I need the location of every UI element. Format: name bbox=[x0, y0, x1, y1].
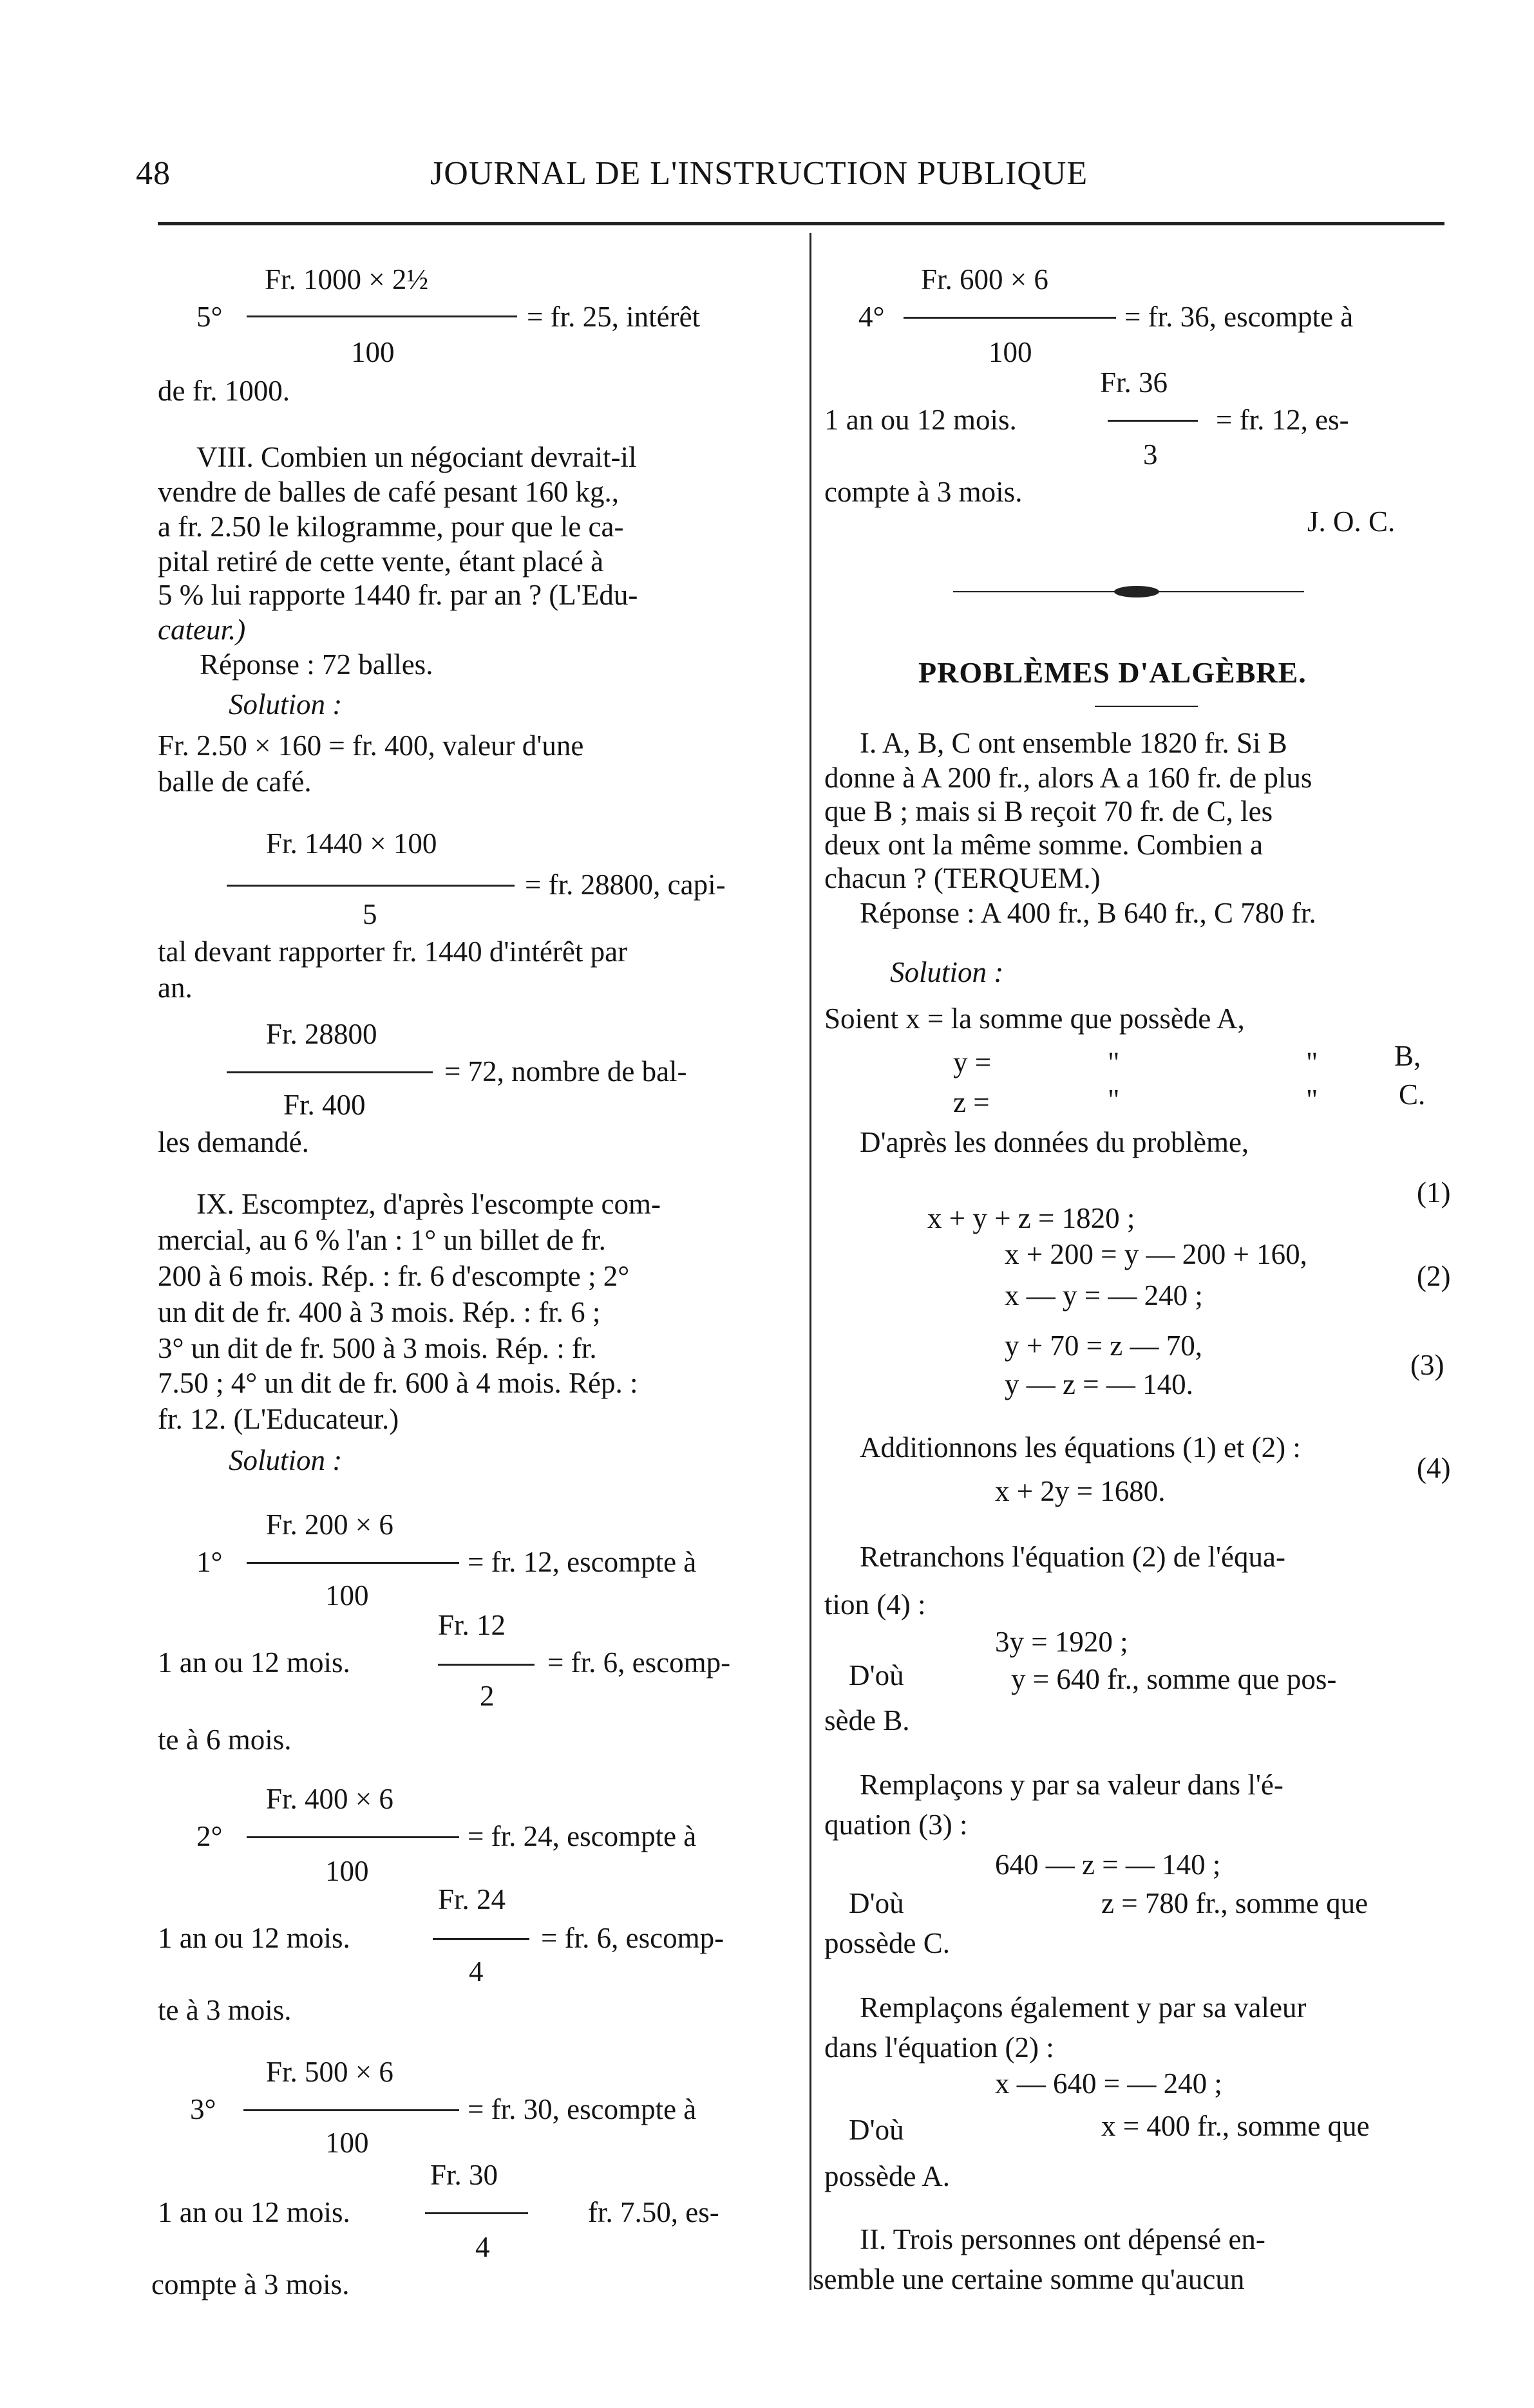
ornament-dot bbox=[1114, 586, 1159, 597]
fraction-denominator: 100 bbox=[325, 1855, 369, 1887]
text-line: te à 6 mois. bbox=[158, 1724, 292, 1756]
text-line: Remplaçons également y par sa valeur bbox=[860, 1991, 1307, 2024]
answer-line: Réponse : 72 balles. bbox=[200, 648, 433, 681]
fraction-numerator: Fr. 36 bbox=[1100, 366, 1168, 399]
text-line: Remplaçons y par sa valeur dans l'é- bbox=[860, 1769, 1283, 1801]
fraction-numerator: Fr. 30 bbox=[430, 2159, 498, 2191]
fraction-bar bbox=[425, 2212, 528, 2214]
fraction-numerator: Fr. 28800 bbox=[266, 1018, 377, 1050]
problem-line: 7.50 ; 4° un dit de fr. 600 à 4 mois. Rép. : bbox=[158, 1367, 638, 1399]
text-line: te à 3 mois. bbox=[158, 1994, 292, 2026]
fraction-denominator: 3 bbox=[1143, 438, 1158, 471]
fraction-bar bbox=[438, 1664, 535, 1666]
fraction-denominator: 4 bbox=[469, 1955, 484, 1988]
fraction-bar bbox=[904, 317, 1116, 319]
definition-var: z = bbox=[953, 1086, 990, 1118]
fraction-numerator: Fr. 12 bbox=[438, 1609, 506, 1641]
fraction-result: = fr. 6, escomp- bbox=[547, 1646, 731, 1679]
problem-line: VIII. Combien un négociant devrait-il bbox=[196, 441, 637, 473]
text-line: D'où bbox=[849, 1659, 904, 1691]
ditto-mark: " bbox=[1108, 1084, 1120, 1116]
answer-line: Réponse : A 400 fr., B 640 fr., C 780 fr. bbox=[860, 897, 1316, 929]
problem-line: donne à A 200 fr., alors A a 160 fr. de plus bbox=[824, 762, 1312, 794]
fraction-denominator: 4 bbox=[475, 2231, 490, 2263]
problem-line: chacun ? (TERQUEM.) bbox=[824, 862, 1101, 894]
solution-line: balle de café. bbox=[158, 766, 312, 798]
text-line: Retranchons l'équation (2) de l'équa- bbox=[860, 1541, 1285, 1573]
author-signature: J. O. C. bbox=[1307, 505, 1396, 538]
equation: x = 400 fr., somme que bbox=[1101, 2110, 1370, 2142]
problem-line: cateur.) bbox=[158, 614, 246, 646]
text-line: D'après les données du problème, bbox=[860, 1126, 1249, 1158]
fraction-result: = fr. 12, escompte à bbox=[468, 1546, 697, 1578]
text-line: possède C. bbox=[824, 1927, 950, 1959]
equation: x + 2y = 1680. bbox=[995, 1475, 1166, 1507]
fraction-result: fr. 7.50, es- bbox=[588, 2196, 719, 2228]
problem-line: 200 à 6 mois. Rép. : fr. 6 d'escompte ; 2° bbox=[158, 1260, 630, 1292]
problem-line: mercial, au 6 % l'an : 1° un billet de fr. bbox=[158, 1224, 606, 1256]
text-line: dans l'équation (2) : bbox=[824, 2031, 1054, 2064]
equation: 640 — z = — 140 ; bbox=[995, 1848, 1221, 1881]
section-title: PROBLÈMES D'ALGÈBRE. bbox=[918, 656, 1307, 689]
fraction-result: = fr. 24, escompte à bbox=[468, 1820, 697, 1852]
fraction-numerator: Fr. 500 × 6 bbox=[266, 2056, 393, 2088]
fraction-bar bbox=[247, 1836, 459, 1838]
problem-line: fr. 12. (L'Educateur.) bbox=[158, 1403, 399, 1435]
fraction-denominator: 100 bbox=[989, 336, 1032, 368]
solution-line: Fr. 2.50 × 160 = fr. 400, valeur d'une bbox=[158, 729, 584, 762]
equation: x + y + z = 1820 ; bbox=[927, 1202, 1135, 1234]
definition-value: B, bbox=[1394, 1040, 1421, 1072]
equation: y = 640 fr., somme que pos- bbox=[1011, 1663, 1337, 1695]
text-line: D'où bbox=[849, 1887, 904, 1919]
fraction-numerator: Fr. 400 × 6 bbox=[266, 1783, 393, 1815]
text-line: tion (4) : bbox=[824, 1588, 926, 1621]
page-number: 48 bbox=[136, 155, 171, 192]
fraction-result: = fr. 25, intérêt bbox=[527, 301, 701, 333]
definition-line: Soient x = la somme que possède A, bbox=[824, 1002, 1245, 1035]
fraction-result: = fr. 36, escompte à bbox=[1124, 301, 1354, 333]
text-line: 1 an ou 12 mois. bbox=[158, 2196, 350, 2228]
column-divider bbox=[810, 233, 811, 2290]
fraction-numerator: Fr. 1000 × 2½ bbox=[265, 263, 429, 296]
problem-line: semble une certaine somme qu'aucun bbox=[813, 2263, 1245, 2295]
title-underline bbox=[1095, 706, 1198, 707]
item-label: 4° bbox=[858, 301, 885, 333]
fraction-bar bbox=[243, 2109, 459, 2111]
ditto-mark: " bbox=[1306, 1084, 1318, 1116]
item-label: 1° bbox=[196, 1546, 223, 1578]
equation: z = 780 fr., somme que bbox=[1101, 1887, 1368, 1919]
solution-heading: Solution : bbox=[890, 956, 1004, 988]
problem-line: a fr. 2.50 le kilogramme, pour que le ca- bbox=[158, 511, 624, 543]
fraction-denominator: 100 bbox=[325, 1579, 369, 1612]
fraction-numerator: Fr. 600 × 6 bbox=[921, 263, 1048, 296]
fraction-numerator: Fr. 200 × 6 bbox=[266, 1509, 393, 1541]
fraction-bar bbox=[227, 885, 515, 887]
definition-var: y = bbox=[953, 1046, 992, 1078]
text-line: compte à 3 mois. bbox=[824, 476, 1023, 508]
item-label: 2° bbox=[196, 1820, 223, 1852]
equation: x + 200 = y — 200 + 160, bbox=[1005, 1238, 1307, 1270]
text-line: Additionnons les équations (1) et (2) : bbox=[860, 1431, 1301, 1463]
fraction-result: = 72, nombre de bal- bbox=[444, 1055, 687, 1087]
item-label: 3° bbox=[190, 2093, 216, 2125]
equation: 3y = 1920 ; bbox=[995, 1626, 1128, 1658]
ditto-mark: " bbox=[1108, 1046, 1120, 1078]
problem-line: un dit de fr. 400 à 3 mois. Rép. : fr. 6 ; bbox=[158, 1296, 601, 1328]
equation: x — 640 = — 240 ; bbox=[995, 2067, 1222, 2100]
fraction-bar bbox=[247, 1562, 459, 1564]
solution-line: an. bbox=[158, 972, 193, 1004]
text-line: 1 an ou 12 mois. bbox=[158, 1922, 350, 1954]
fraction-bar bbox=[1108, 420, 1198, 422]
equation-number: (2) bbox=[1417, 1260, 1451, 1292]
solution-heading: Solution : bbox=[229, 688, 343, 720]
solution-line: tal devant rapporter fr. 1440 d'intérêt par bbox=[158, 936, 628, 968]
fraction-bar bbox=[227, 1071, 433, 1073]
text-line: D'où bbox=[849, 2114, 904, 2146]
fraction-numerator: Fr. 1440 × 100 bbox=[266, 827, 437, 860]
problem-line: vendre de balles de café pesant 160 kg., bbox=[158, 476, 619, 508]
fraction-numerator: Fr. 24 bbox=[438, 1883, 506, 1915]
equation: y + 70 = z — 70, bbox=[1005, 1330, 1202, 1362]
problem-line: IX. Escomptez, d'après l'escompte com- bbox=[196, 1188, 661, 1220]
ditto-mark: " bbox=[1306, 1046, 1318, 1078]
equation: x — y = — 240 ; bbox=[1005, 1279, 1203, 1312]
fraction-denominator: 2 bbox=[480, 1680, 495, 1712]
problem-line: deux ont la même somme. Combien a bbox=[824, 829, 1264, 861]
text-line: de fr. 1000. bbox=[158, 375, 290, 407]
text-line: sède B. bbox=[824, 1704, 910, 1736]
problem-line: 5 % lui rapporte 1440 fr. par an ? (L'Edu- bbox=[158, 579, 638, 611]
text-line: compte à 3 mois. bbox=[151, 2268, 350, 2300]
fraction-denominator: Fr. 400 bbox=[283, 1089, 366, 1121]
item-label: 5° bbox=[196, 301, 223, 333]
equation: y — z = — 140. bbox=[1005, 1368, 1193, 1400]
text-line: 1 an ou 12 mois. bbox=[824, 404, 1017, 436]
problem-line: I. A, B, C ont ensemble 1820 fr. Si B bbox=[860, 727, 1287, 759]
definition-value: C. bbox=[1399, 1078, 1426, 1111]
text-line: 1 an ou 12 mois. bbox=[158, 1646, 350, 1679]
problem-line: pital retiré de cette vente, étant placé à bbox=[158, 545, 604, 578]
problem-line: II. Trois personnes ont dépensé en- bbox=[860, 2223, 1265, 2255]
fraction-denominator: 5 bbox=[363, 898, 377, 930]
fraction-result: = fr. 6, escomp- bbox=[541, 1922, 724, 1954]
fraction-bar bbox=[247, 315, 517, 317]
text-line: quation (3) : bbox=[824, 1809, 968, 1841]
fraction-result: = fr. 30, escompte à bbox=[468, 2093, 697, 2125]
fraction-result: = fr. 12, es- bbox=[1216, 404, 1349, 436]
fraction-denominator: 100 bbox=[325, 2127, 369, 2159]
solution-heading: Solution : bbox=[229, 1444, 343, 1476]
equation-number: (3) bbox=[1410, 1349, 1444, 1381]
fraction-result: = fr. 28800, capi- bbox=[525, 869, 726, 901]
header-rule bbox=[158, 222, 1444, 225]
equation-number: (1) bbox=[1417, 1176, 1451, 1209]
problem-line: que B ; mais si B reçoit 70 fr. de C, les bbox=[824, 795, 1273, 827]
problem-line: 3° un dit de fr. 500 à 3 mois. Rép. : fr. bbox=[158, 1332, 597, 1364]
solution-line: les demandé. bbox=[158, 1126, 309, 1158]
text-line: possède A. bbox=[824, 2160, 950, 2192]
fraction-denominator: 100 bbox=[351, 336, 395, 368]
running-title: JOURNAL DE L'INSTRUCTION PUBLIQUE bbox=[430, 155, 1088, 192]
equation-number: (4) bbox=[1417, 1452, 1451, 1484]
fraction-bar bbox=[433, 1938, 529, 1940]
